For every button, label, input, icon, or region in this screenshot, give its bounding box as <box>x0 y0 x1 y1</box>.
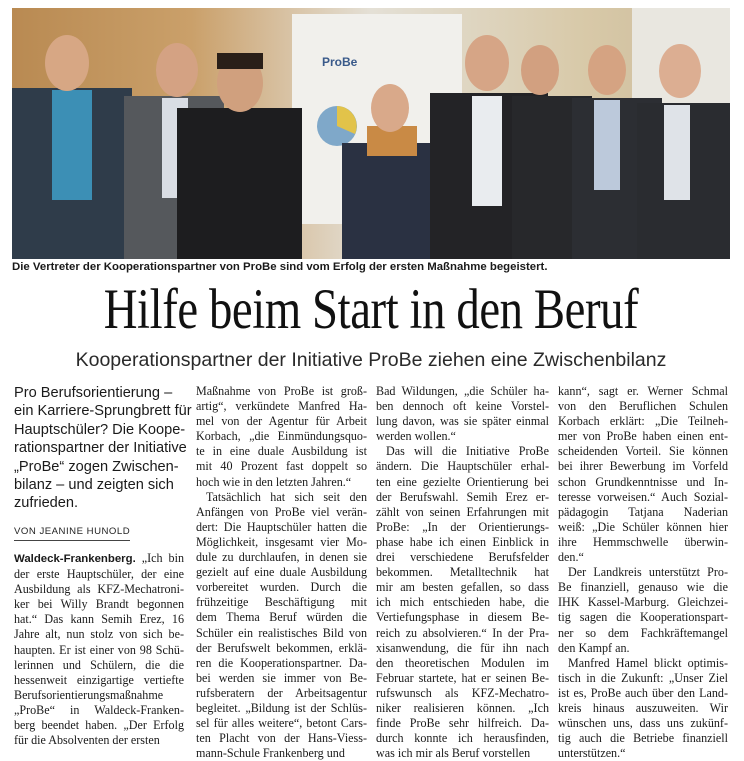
author-byline: VON JEANINE HUNOLD <box>14 524 130 541</box>
text-line: mann-Schule Frankenberg und <box>196 746 345 761</box>
text-line: ändern. Die Hauptschüler erhal- <box>376 459 549 474</box>
article-column-4 <box>558 384 728 761</box>
text-line: hessenweit einzigartige vertiefte <box>14 672 184 687</box>
text-line: xisanwendung, die für ihn nach <box>376 640 549 655</box>
text-line: ker bei Willy Brandt begonnen <box>14 597 184 612</box>
text-line: ten eine gezielte Orientierung bei <box>376 474 549 489</box>
text-line: ben dennoch oft keine Vorstel- <box>376 399 549 414</box>
text-line: von den Beruflichen Schulen <box>558 399 728 414</box>
text-line: tig sagen die Kooperationspart- <box>558 610 728 625</box>
text-line: rufswunsch als KFZ-Mechatro- <box>376 685 549 700</box>
text-line: mit 40 Prozent fast doppelt so <box>196 459 367 474</box>
text-line: drei verschiedene Berufsfelder <box>376 550 549 565</box>
text-line: reich zu absolvieren.“ In der Pra- <box>376 625 549 640</box>
subheadline: Kooperationspartner der Initiative ProBe ziehen eine Zwischenbilanz <box>75 349 667 371</box>
text-line: finde ProBe sehr hilfreich. Da- <box>376 716 549 731</box>
text-line: ProBe: „In der Orientierungs- <box>376 519 549 534</box>
text-line: pädagogin Tatjana Naderian <box>558 504 728 519</box>
text-line: ren die Kooperationspartner. Da- <box>196 655 367 670</box>
text-line: Anfängen von ProBe viel verän- <box>196 504 367 519</box>
text-line: berg beendet haben. „Der Erfolg <box>14 717 184 732</box>
text-line: ich mich entschieden habe, die <box>376 595 549 610</box>
text-line: hoch wie in den letzten Jahren.“ <box>196 474 352 489</box>
text-line: Der Landkreis unterstützt Pro- <box>568 565 728 580</box>
text-line: kreis hinaus auszuweiten. Wir <box>558 700 728 715</box>
column-2-text <box>196 384 367 761</box>
text-line: gezielt auf eine duale Ausbildung <box>196 565 367 580</box>
text-line: te in eine duale Ausbildung ist <box>196 444 367 459</box>
article-column-2 <box>196 384 367 761</box>
text-line: der erste Hauptschüler, der eine <box>14 567 184 582</box>
teaser <box>14 384 192 513</box>
dateline: Waldeck-Frankenberg. <box>14 552 136 565</box>
text-line: Februar startete, hat er seinen Be- <box>376 670 549 685</box>
text-line: mir am besten gefallen, so dass <box>376 580 549 595</box>
text-line: mel von der Agentur für Arbeit <box>196 414 367 429</box>
text-line: Be finanziell, genauso wie die <box>558 580 728 595</box>
text-line: Schüler ein realistisches Bild von <box>196 625 367 640</box>
group-photo <box>12 8 730 259</box>
text-line: unterstützen.“ <box>558 746 626 761</box>
text-line: sel für alles weitere“, betont Cars- <box>196 716 367 731</box>
article-column-3 <box>376 384 549 761</box>
text-line: ist es, ProBe auch über den Land- <box>558 685 728 700</box>
text-line: niker realisieren können. „Ich <box>376 700 549 715</box>
text-line: scheidenden Vorteil. Sie können <box>558 444 728 459</box>
text-line: Bad Wildungen, „die Schüler ha- <box>376 384 549 398</box>
text-line: tig auch die Betriebe finanziell <box>558 731 728 746</box>
text-line: ner so dem Fachkräftemangel <box>558 625 728 640</box>
text-line: Manfred Hamel blickt optimis- <box>568 655 728 670</box>
teaser-line: Pro Berufsorientierung – <box>14 385 173 401</box>
column-1-text <box>14 551 184 748</box>
teaser-line: bilanz – und zeigten sich <box>14 477 174 494</box>
text-line: durch konnte ich herausfinden, <box>376 731 549 746</box>
text-line: rufsberatern der Arbeitsagentur <box>196 685 367 700</box>
text-line: Korbach erklärt: „Die Teilneh- <box>558 414 728 429</box>
photo-caption: Die Vertreter der Kooperationspartner von ProBe sind vom Erfolg der ersten Maßnahme begeistert. <box>12 261 548 273</box>
text-line: Vertiefungsphase in diesem Be- <box>376 610 549 625</box>
text-line: der Berufswelt bekommen, erklä- <box>196 640 367 655</box>
text-line: Tatsächlich hat sich seit den <box>206 489 367 504</box>
text-line: artig“, verkündete Manfred Ha- <box>196 399 367 414</box>
text-line: lung davon, was sie später einmal <box>376 414 549 429</box>
text-line: werden wollen.“ <box>376 429 456 444</box>
text-line: den.“ <box>558 550 584 565</box>
text-line: hat.“ Das kann Semih Erez, 16 <box>14 612 184 627</box>
article-column-1 <box>14 384 192 750</box>
text-line: tisch in die Zukunft: „Unser Ziel <box>558 670 728 685</box>
teaser-line: „ProBe“ zogen Zwischen- <box>14 458 179 475</box>
text-line-rest: „Ich bin <box>135 550 184 565</box>
text-line: Möglichkeit, insgesamt vier Mo- <box>196 534 367 549</box>
text-line: dule zu durchlaufen, in denen sie <box>196 550 367 565</box>
poster-logo: ProBe <box>322 55 358 69</box>
text-line: dem Thema Beruf würden die <box>196 610 367 625</box>
text-line: Das will die Initiative ProBe <box>386 444 549 459</box>
text-line: vorbereitet wurden. Durch die <box>196 580 367 595</box>
text-line: „ProBe“ in Waldeck-Franken- <box>14 702 184 717</box>
text-line: bekommen. Metalltechnik hat <box>376 565 549 580</box>
text-line: Berufsorientierungsmaßnahme <box>14 687 164 702</box>
teaser-line: ein Karriere-Sprungbrett für <box>14 403 192 420</box>
text-line: phase habe ich einen Einblick in <box>376 534 549 549</box>
text-line: kann“, sagt er. Werner Schmal <box>558 384 728 398</box>
text-line: für die Absolventen der ersten <box>14 733 160 748</box>
text-line: Korbach, „die Einmündungsquo- <box>196 429 367 444</box>
text-line: zählt von seinen Erfahrungen mit <box>376 504 549 519</box>
text-line: haupten. Er ist einer von 98 Schü- <box>14 642 184 657</box>
text-line: der Berufswahl. Semih Erez er- <box>376 489 549 504</box>
text-line <box>14 551 184 567</box>
text-line: ten Placht von der Hans-Viess- <box>196 731 367 746</box>
text-line: bei ihrer Bewerbung im Vorfeld <box>558 459 728 474</box>
headline: Hilfe beim Start in den Beruf <box>103 278 639 341</box>
group-photo-illustration <box>12 8 730 259</box>
column-3-text <box>376 384 549 761</box>
text-line: ihre Hemmschwelle überwin- <box>558 534 728 549</box>
text-line: IHK Kassel-Marburg. Gleichzei- <box>558 595 728 610</box>
text-line: schon Grundkenntnisse und In- <box>558 474 728 489</box>
text-line: mer von ProBe haben einen ent- <box>558 429 728 444</box>
text-line: frühzeitige Beschäftigung mit <box>196 595 367 610</box>
teaser-line: rationspartner der Initiative <box>14 440 187 457</box>
column-4-text <box>558 384 728 761</box>
text-line: weiß: „Die Schüler können hier <box>558 519 728 534</box>
text-line: lerinnen und Schülern, die die <box>14 657 184 672</box>
text-line: was ich mir als Beruf vorstellen <box>376 746 531 761</box>
teaser-line: zufrieden. <box>14 495 79 512</box>
text-line: den theoretischen Modulen im <box>376 655 549 670</box>
teaser-line: Hauptschüler? Die Koope- <box>14 421 186 438</box>
text-line: bei werden sie immer von Be- <box>196 670 367 685</box>
text-line: teresse vorweisen.“ Auch Sozial- <box>558 489 728 504</box>
text-line: Maßnahme von ProBe ist groß- <box>196 384 367 398</box>
text-line: Jahre alt, nun stolz von sich be- <box>14 627 184 642</box>
text-line: Ausbildung als KFZ-Mechatroni- <box>14 582 184 597</box>
text-line: begleitet. „Bildung ist der Schlüs- <box>196 700 367 715</box>
text-line: wünschen uns, dass uns zukünf- <box>558 716 728 731</box>
text-line: den Kampf an. <box>558 640 630 655</box>
text-line: dert: Die Hauptschüler hatten die <box>196 519 367 534</box>
